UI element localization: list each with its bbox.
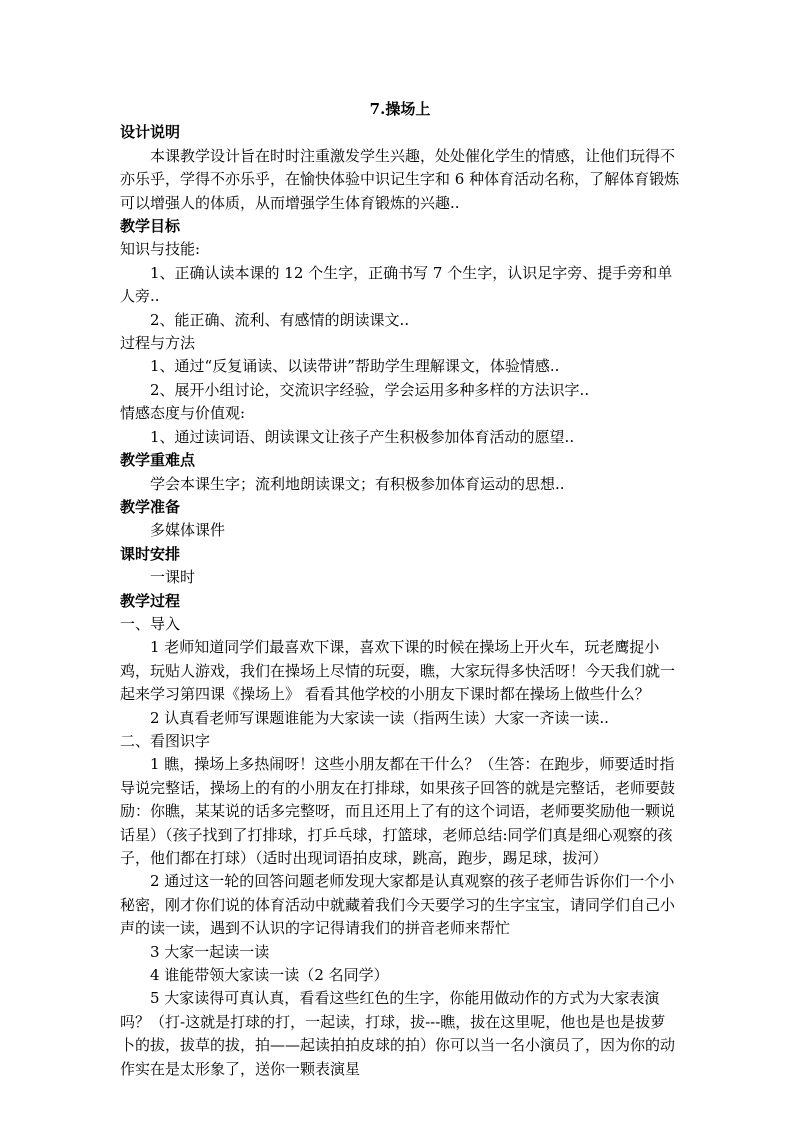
knowledge-label: 知识与技能: [120, 240, 201, 259]
prep-text: 多媒体课件 [150, 521, 226, 540]
section-picture-label: 二、看图识字 [120, 731, 211, 750]
section-intro-label: 一、导入 [120, 614, 181, 633]
design-paragraph: 本课教学设计旨在时时注重激发学生兴趣，处处催化学生的情感，让他们玩得不亦乐乎，学得不亦乐乎，在愉快体验中识记生字和 6 种体育活动名称，了解体育锻炼可以增强人的体质，从而增强学生体育锻炼的兴趣.. [120, 146, 680, 212]
emotion-item: 1、通过读词语、朗读课文让孩子产生积极参加体育活动的愿望.. [150, 427, 575, 446]
knowledge-item: 1、正确认读本课的 12 个生字，正确书写 7 个生字，认识足字旁、提手旁和单人旁.. [120, 263, 673, 306]
knowledge-item: 2、能正确、流利、有感情的朗读课文.. [150, 310, 410, 329]
emotion-label: 情感态度与价值观: [120, 404, 246, 423]
section-intro-paragraph: 1 老师知道同学们最喜欢下课，喜欢下课的时候在操场上开火车，玩老鹰捉小鸡，玩贴人游戏，我们在操场上尽情的玩耍，瞧，大家玩得多快活呀！今天我们就一起来学习第四课《操场上》 看看其他学校的小朋友下课时都在操场上做些什么？ [120, 638, 676, 704]
process-heading: 教学过程 [120, 591, 181, 610]
section-picture-paragraph: 1 瞧，操场上多热闹呀！这些小朋友都在干什么？（生答：在跑步，师要适时指导说完整话，操场上的有的小朋友在打排球，如果孩子回答的就是完整话，老师要鼓励：你瞧，某某说的话多完整呀，而且还用上了有的这个词语，老师要奖励他一颗说话星）（孩子找到了打排球，打乒乓球，打篮球，老师总结:同学们真是细心观察的孩子，他们都在打球）（适时出现词语拍皮球，跳高，跑步，踢足球，拔河） [120, 755, 676, 867]
section-intro-paragraph: 2 认真看老师写课题谁能为大家读一读（指两生读）大家一齐读一读.. [150, 708, 609, 727]
section-picture-paragraph: 3 大家一起读一读 [150, 942, 270, 961]
process-method-label: 过程与方法 [120, 334, 196, 353]
process-method-item: 2、展开小组讨论，交流识字经验，学会运用多种多样的方法识字.. [150, 380, 590, 399]
schedule-heading: 课时安排 [120, 544, 181, 563]
key-points-heading: 教学重难点 [120, 451, 196, 470]
document-page [120, 98, 680, 1081]
section-picture-paragraph: 5 大家读得可真认真，看看这些红色的生字，你能用做动作的方式为大家表演吗？（打-这就是打球的打，一起读，打球，拔---瞧，拔在这里呢，他也是也是拔萝卜的拔，拔草的拔，拍——起读拍拍皮球的拍）你可以当一名小演员了，因为你的动作实在是太形象了，送你一颗表演星 [120, 989, 676, 1078]
key-points-text: 学会本课生字；流利地朗读课文；有积极参加体育运动的思想.. [150, 474, 565, 493]
goals-heading: 教学目标 [120, 217, 181, 236]
section-picture-paragraph: 2 通过这一轮的回答问题老师发现大家都是认真观察的孩子老师告诉你们一个小秘密，刚才你们说的体育活动中就藏着我们今天要学习的生字宝宝，请同学们自己小声的读一读，遇到不认识的字记得请我们的拼音老师来帮忙 [120, 872, 676, 938]
schedule-text: 一课时 [150, 568, 196, 587]
page-title: 7.操场上 [369, 100, 431, 118]
process-method-item: 1、通过“反复诵读、以读带讲”帮助学生理解课文，体验情感.. [150, 357, 560, 376]
section-picture-paragraph: 4 谁能带领大家读一读（2 名同学） [150, 966, 389, 985]
prep-heading: 教学准备 [120, 497, 181, 516]
design-heading: 设计说明 [120, 123, 181, 142]
